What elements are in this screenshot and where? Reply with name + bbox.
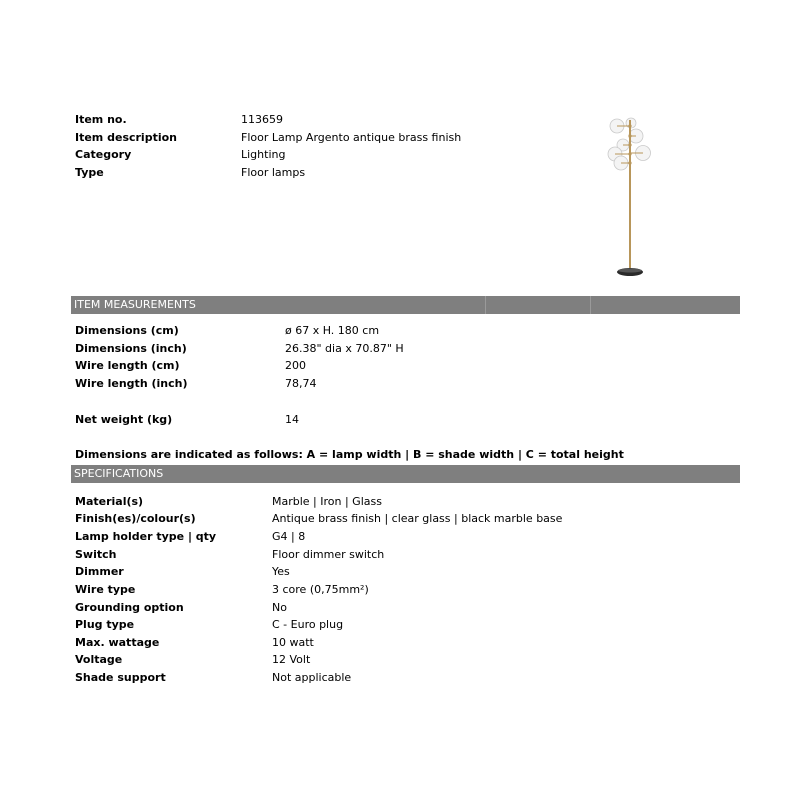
item-number-label: Item no. (75, 113, 127, 126)
grounding-label: Grounding option (75, 601, 184, 614)
item-description-value: Floor Lamp Argento antique brass finish (241, 131, 462, 144)
type-label: Type (75, 166, 104, 179)
dimensions-cm-label: Dimensions (cm) (75, 324, 179, 337)
header-divider (590, 296, 591, 314)
specifications-header (71, 465, 740, 483)
dimensions-inch-value: 26.38" dia x 70.87" H (285, 342, 404, 355)
switch-label: Switch (75, 548, 117, 561)
wire-length-inch-label: Wire length (inch) (75, 377, 188, 390)
dimensions-note: Dimensions are indicated as follows: A = lamp width | B = shade width | C = total height (75, 448, 624, 461)
finish-value: Antique brass finish | clear glass | black marble base (272, 512, 563, 525)
material-label: Material(s) (75, 495, 144, 508)
lamp-holder-label: Lamp holder type | qty (75, 530, 217, 543)
max-wattage-label: Max. wattage (75, 636, 160, 649)
voltage-value: 12 Volt (272, 653, 311, 666)
switch-value: Floor dimmer switch (272, 548, 385, 561)
shade-support-value: Not applicable (272, 671, 352, 684)
brass-stem (629, 120, 631, 268)
category-label: Category (75, 148, 132, 161)
item-description-label: Item description (75, 131, 177, 144)
voltage-label: Voltage (75, 653, 123, 666)
material-value: Marble | Iron | Glass (272, 495, 382, 508)
dimmer-value: Yes (272, 565, 290, 578)
wire-type-label: Wire type (75, 583, 136, 596)
marble-base-top (618, 269, 642, 273)
specifications-title: SPECIFICATIONS (74, 467, 164, 480)
net-weight-value: 14 (285, 413, 299, 426)
max-wattage-value: 10 watt (272, 636, 314, 649)
dimensions-cm-value: ø 67 x H. 180 cm (285, 324, 380, 337)
lamp-holder-value: G4 | 8 (272, 530, 306, 543)
category-value: Lighting (241, 148, 286, 161)
dimensions-inch-label: Dimensions (inch) (75, 342, 187, 355)
floor-lamp-product-image (595, 112, 665, 282)
wire-length-inch-value: 78,74 (285, 377, 317, 390)
wire-type-value: 3 core (0,75mm²) (272, 583, 369, 596)
plug-type-value: C - Euro plug (272, 618, 344, 631)
dimmer-label: Dimmer (75, 565, 124, 578)
item-number-value: 113659 (241, 113, 283, 126)
net-weight-label: Net weight (kg) (75, 413, 173, 426)
grounding-value: No (272, 601, 287, 614)
item-measurements-title: ITEM MEASUREMENTS (74, 298, 196, 311)
type-value: Floor lamps (241, 166, 306, 179)
shade-support-label: Shade support (75, 671, 166, 684)
item-measurements-header (71, 296, 740, 314)
plug-type-label: Plug type (75, 618, 135, 631)
header-divider (485, 296, 486, 314)
wire-length-cm-value: 200 (285, 359, 306, 372)
wire-length-cm-label: Wire length (cm) (75, 359, 180, 372)
finish-label: Finish(es)/colour(s) (75, 512, 196, 525)
